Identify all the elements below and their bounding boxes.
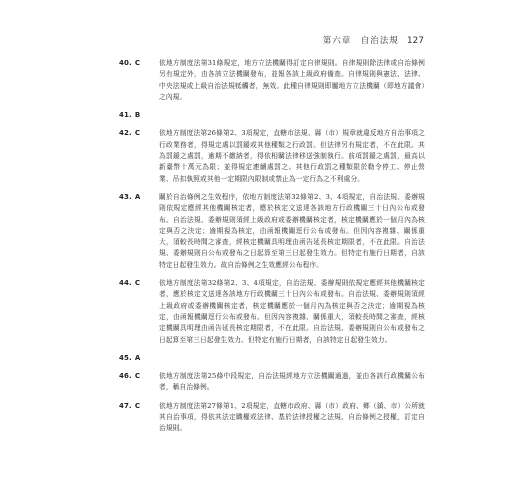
item-number: 47. [119, 401, 132, 410]
page-number: 127 [406, 36, 424, 46]
answer-item-45 [119, 353, 425, 364]
item-number-label [119, 371, 140, 382]
item-answer: C [134, 372, 141, 381]
chapter-title: 第六章 自治法規 [322, 36, 399, 46]
item-number: 40. [119, 59, 132, 67]
item-answer: C [134, 279, 141, 288]
item-explanation: 依地方制度法第32條第2、3、4項規定，自治法規、委辦規則依規定應經其他機關核定者，應於核定文送達各該地方行政機關三十日內公布或發布。自治法規、委辦規則須經上級政府或委辦機關核定者，核定機關應於一個月內為核定與否之決定；逾期視為核定，由函報機關逕行公布或發布。但因內容複雜、關係重大，須較長時間之審查，經核定機關具明理由函告延長核定期限者，不在此限。自治法規、委辦規則自公布或發布之日起算至第三日起發生效力。但特定有施行日期者，自該特定日起發生效力。 [159, 279, 425, 344]
answer-item-42 [119, 128, 425, 184]
answer-item-44 [119, 278, 425, 346]
item-answer: C [134, 401, 141, 410]
item-number: 46. [119, 372, 132, 381]
item-number-label [119, 192, 140, 203]
item-answer: B [134, 111, 141, 120]
answer-item-40 [119, 58, 425, 103]
item-number-label [119, 128, 140, 139]
item-answer: A [134, 192, 141, 201]
item-answer: C [134, 59, 141, 67]
answer-item-47 [119, 401, 425, 435]
item-explanation: 依地方制度法第31條規定，地方立法機關得訂定自律規則。自律規則除法律或自治條例另有規定外，由各該立法機關發布，並報各該上級政府備查。自律規則與憲法、法律、中央法規或上級自治法規牴觸者，無效。此種自律規則即屬地方立法機關（即地方議會）之內規。 [159, 59, 425, 101]
item-number-label [119, 58, 140, 69]
item-explanation: 關於自治條例之生效程序，依地方制度法第32條第2、3、4項規定，自治法規、委辦規則依規定應經其他機關核定者，應於核定文送達各該地方行政機關三十日內公布或發布。自治法規、委辦規則須經上級政府或委辦機關核定者，核定機關應於一個月內為核定與否之決定；逾期視為核定，由函報機關逕行公布或發布。但因內容複雜、關係重大，須較長時間之審查，經核定機關具明理由函告延長核定期限者，不在此限。自治法規、委辦規則自公布或發布之日起算至第三日起發生效力。但特定有施行日期者，自該特定日起發生效力。故自治條例之生效應經公布程序。 [159, 192, 425, 269]
item-number: 43. [119, 192, 132, 201]
answer-item-46 [119, 371, 425, 394]
item-number-label [119, 110, 140, 121]
item-explanation: 依地方制度法第26條第2、3項規定，直轄市法規、縣（市）規章就違反地方自治事項之行政業務者，得規定處以罰鍰或其他種類之行政罰。但法律另有規定者，不在此限。其為罰鍰之處罰，逾期不繳納者，得依相關法律移送強制執行。前項罰鍰之處罰，最高以新臺幣十萬元為限；並得規定連續處罰之。其他行政罰之種類限於勒令停工、停止營業、吊扣執照或其他一定期限內限制或禁止為一定行為之不利處分。 [159, 129, 425, 183]
item-number: 42. [119, 129, 132, 138]
item-answer: A [134, 353, 141, 362]
item-number: 44. [119, 279, 132, 288]
answer-list [119, 58, 425, 442]
item-explanation: 依地方制度法第27條第1、2項規定，直轄市政府、縣（市）政府、鄉（鎮、市）公所就其自治事項，得依其法定職權或法律、基於法律授權之法規、自治條例之授權，訂定自治規則。 [159, 401, 425, 433]
item-number-label [119, 353, 140, 364]
item-number: 45. [119, 353, 132, 362]
answer-item-43 [119, 192, 425, 271]
answer-item-41 [119, 110, 425, 121]
item-number-label [119, 401, 140, 412]
item-answer: C [134, 129, 141, 138]
item-number: 41. [119, 111, 132, 120]
item-explanation: 依地方制度法第25條中段規定，自治法規經地方立法機關通過，並由各該行政機關公布者，稱自治條例。 [159, 372, 425, 392]
running-header [323, 34, 424, 46]
item-number-label [119, 278, 140, 289]
